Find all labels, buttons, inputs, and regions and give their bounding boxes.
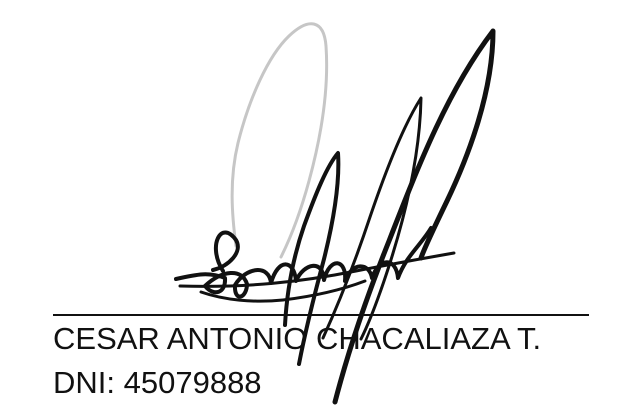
signature-middle-spike <box>323 98 421 339</box>
signer-id <box>53 366 262 400</box>
signature-loop-stroke <box>213 232 238 271</box>
dni-label: DNI: <box>53 365 115 400</box>
dni-number: 45079888 <box>123 365 262 400</box>
signature-line <box>53 314 589 316</box>
signature-light-stroke <box>232 24 327 257</box>
signer-name: CESAR ANTONIO CHACALIAZA T. <box>53 321 542 356</box>
